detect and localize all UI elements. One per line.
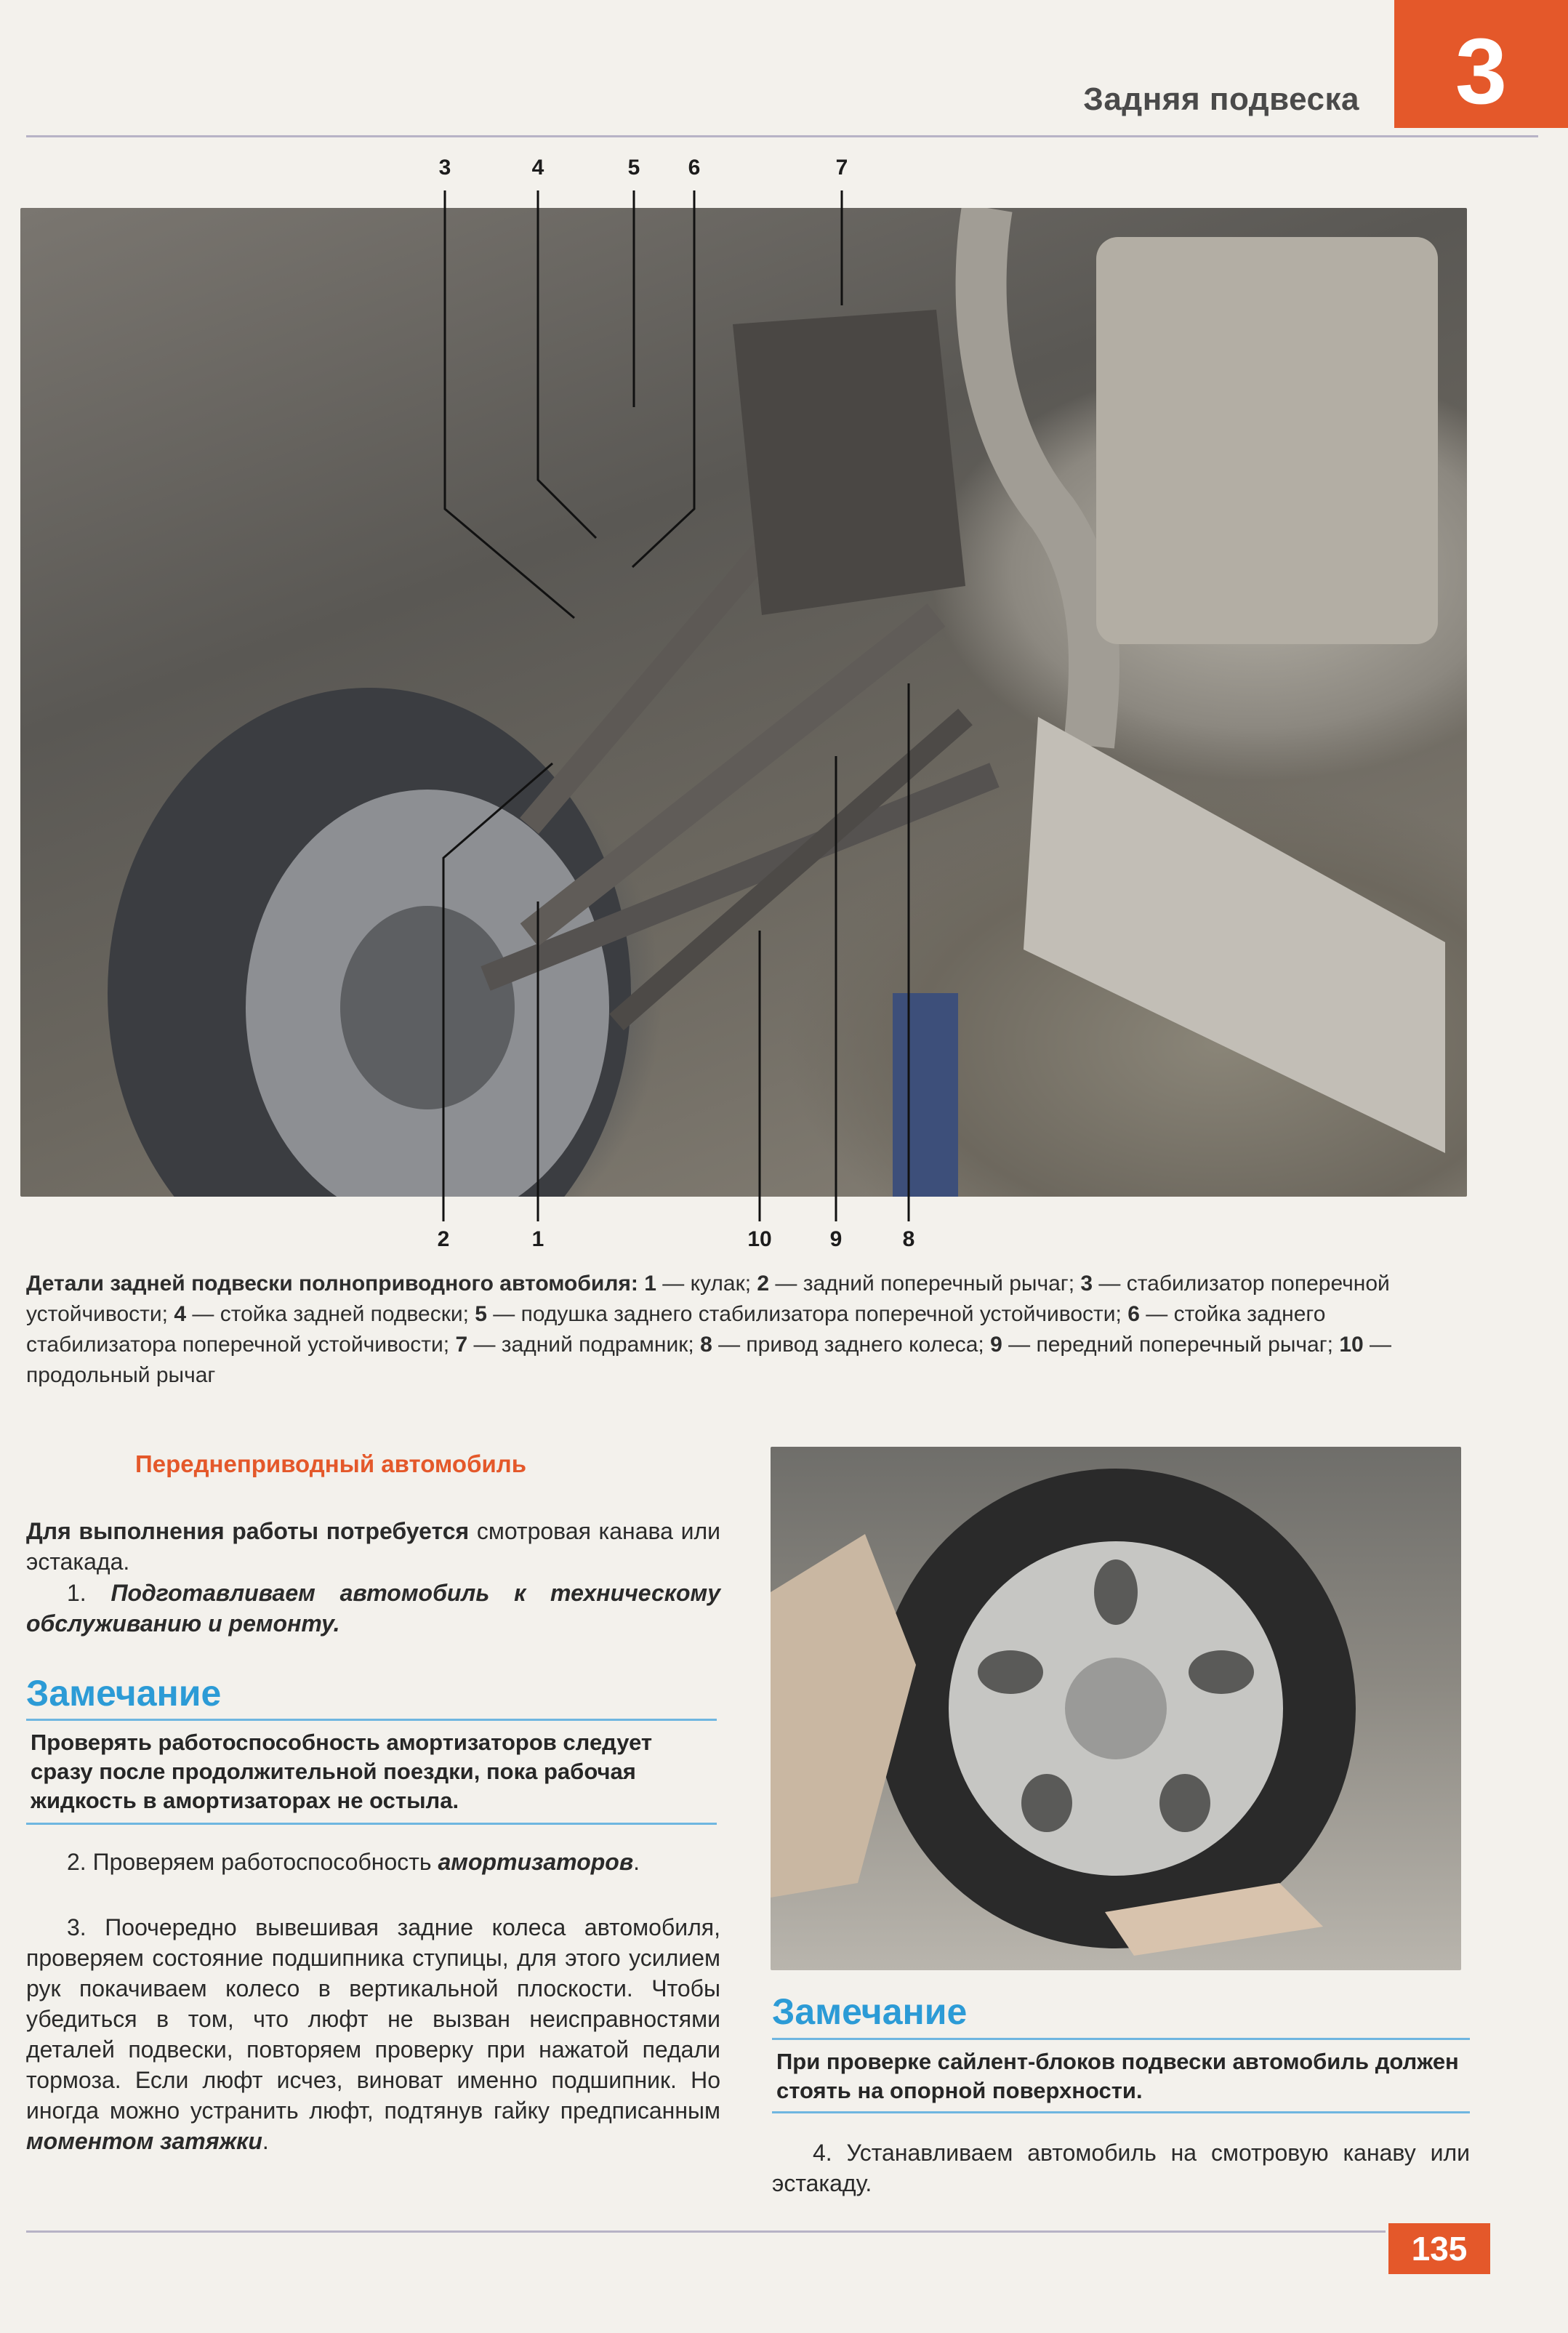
callout-10: 10: [747, 1227, 772, 1251]
caption-item: 8 — привод заднего колеса;: [700, 1333, 984, 1357]
caption-item: 3 — стабилизатор поперечной устойчивости;: [26, 1272, 1390, 1326]
page-number: 135: [1388, 2223, 1490, 2274]
intro-paragraph: Для выполнения работы потребуется смотровая канава или эстакада.: [26, 1518, 721, 1575]
callout-3: 3: [438, 156, 451, 180]
chapter-number-badge: 3: [1394, 0, 1568, 128]
note-1-title: Замечание: [26, 1673, 222, 1714]
section-heading-fwd: Переднеприводный автомобиль: [135, 1450, 526, 1477]
note-2-text: При проверке сайлент-блоков подвески автомобиль должен стоять на опорной поверхности.: [772, 2038, 1470, 2113]
step-3: 3. Поочередно вывешивая задние колеса автомобиля, проверяем состояние подшипника ступицы, для этого усилием рук покачиваем колесо в вертикальной плоскости. Чтобы убедиться в том, что люфт не вызван неисправностями деталей подвески, повторяем проверку при нажатой педали тормоза. Если люфт исчез, виноват именно подшипник. Но иногда можно устранить люфт, подтянув гайку предписанным моментом затяжки.: [26, 1914, 720, 2154]
caption-item: 9 — передний поперечный рычаг;: [990, 1333, 1333, 1357]
callout-8: 8: [902, 1227, 915, 1251]
figure-caption: [26, 1269, 1469, 1391]
caption-item: 10 — продольный рычаг: [26, 1333, 1392, 1387]
callout-1: 1: [531, 1227, 544, 1251]
wheel-photo-illustration: [771, 1447, 1461, 1970]
caption-item: 1 — кулак;: [644, 1272, 752, 1296]
callout-7: 7: [835, 156, 848, 180]
step-1: 1. Подготавливаем автомобиль к техническому обслуживанию и ремонту.: [26, 1580, 720, 1637]
caption-item: 4 — стойка задней подвески;: [174, 1302, 469, 1326]
callout-5: 5: [627, 156, 640, 180]
callout-4: 4: [531, 156, 544, 180]
caption-item: 7 — задний подрамник;: [455, 1333, 694, 1357]
caption-item: 6 — стойка заднего стабилизатора поперечной устойчивости;: [26, 1302, 1326, 1357]
section-title: Задняя подвеска: [1083, 81, 1359, 117]
note-1-text: Проверять работоспособность амортизаторов следует сразу после продолжительной поездки, пока рабочая жидкость в амортизаторах не остыла.: [26, 1719, 717, 1825]
caption-item: 5 — подушка заднего стабилизатора поперечной устойчивости;: [475, 1302, 1122, 1326]
callout-9: 9: [829, 1227, 843, 1251]
step-2: 2. Проверяем работоспособность амортизаторов.: [67, 1849, 640, 1875]
callout-6: 6: [688, 156, 701, 180]
caption-lead: Детали задней подвески полноприводного автомобиля:: [26, 1272, 638, 1296]
wheel-rocking-photo: [771, 1447, 1461, 1970]
callout-2: 2: [437, 1227, 450, 1251]
footer-divider: [26, 2230, 1386, 2233]
step-4: 4. Устанавливаем автомобиль на смотровую канаву или эстакаду.: [772, 2140, 1470, 2196]
note-2-title: Замечание: [772, 1991, 968, 2032]
caption-item: 2 — задний поперечный рычаг;: [757, 1272, 1075, 1296]
